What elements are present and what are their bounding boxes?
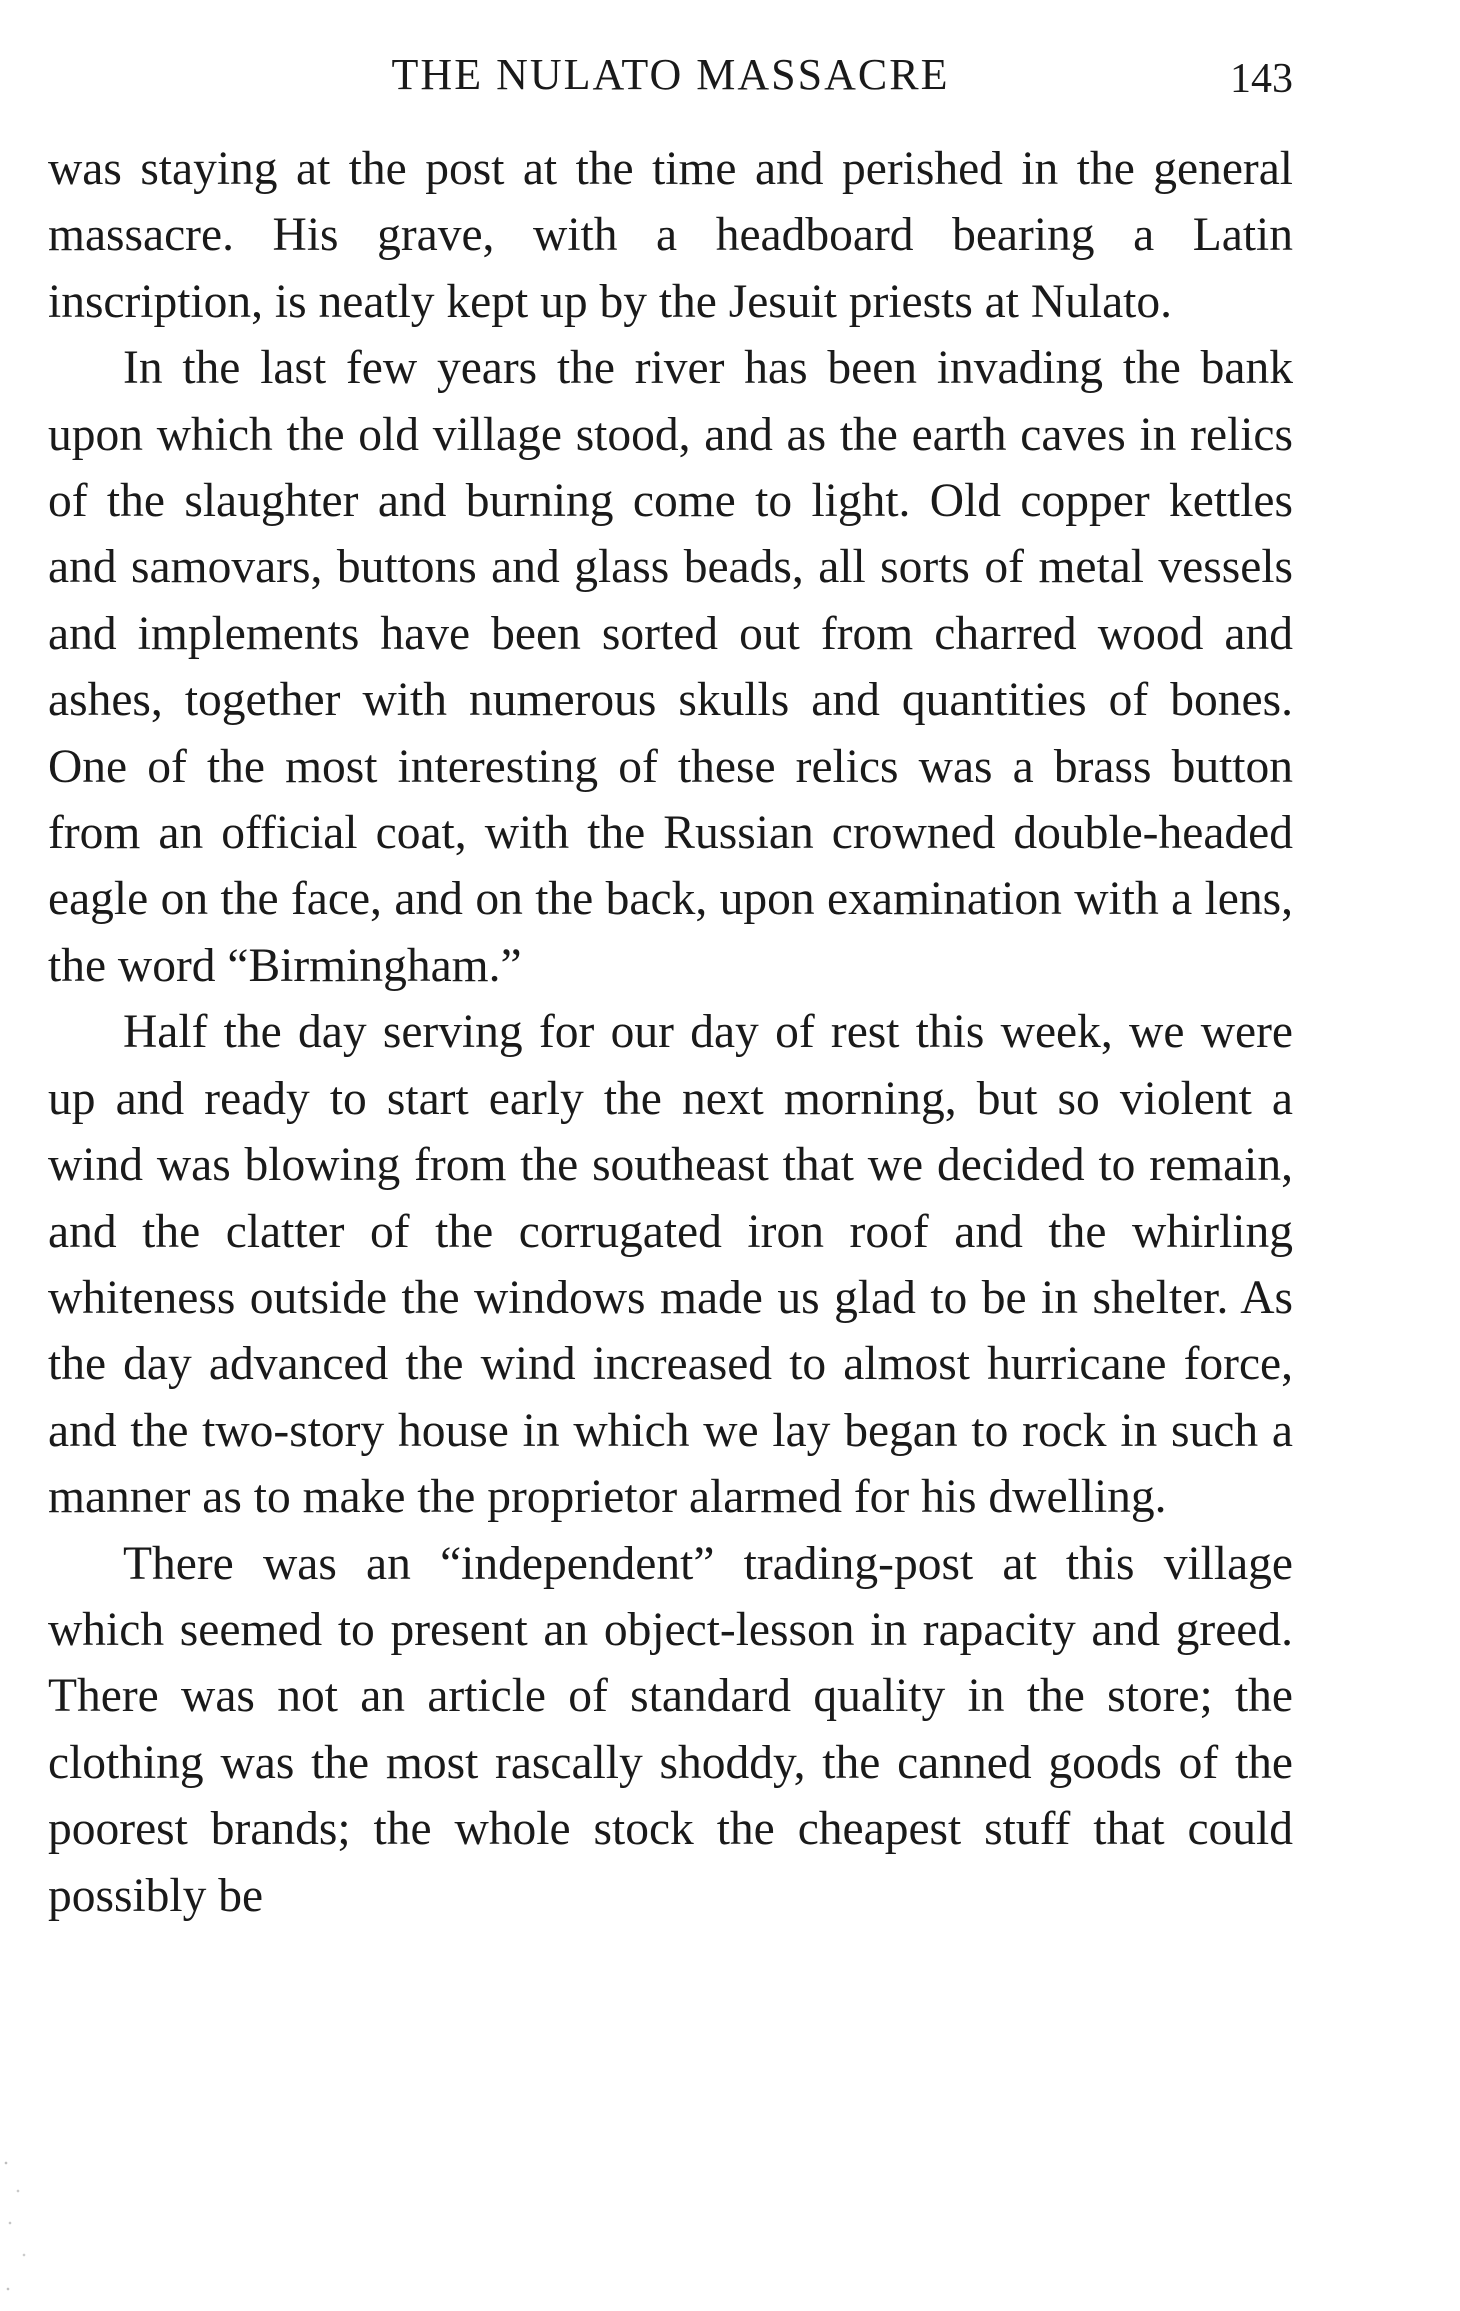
paragraph-relics: In the last few years the river has been invading the bank upon which the old village stood, and as the earth caves in relics of the slaughter and burning come to light. Old copper kettles and samovars, buttons and glass beads, all sorts of metal vessels and implements have been sorted out from charred wood and ashes, together with numerous skulls and quantities of bones. One of the most interesting of these relics was a brass button from an official coat, with the Russian crowned double-headed eagle on the face, and on the back, upon examination with a lens, the word “Birmingham.”: [48, 342, 1293, 992]
chapter-title: THE NULATO MASSACRE: [391, 50, 950, 99]
scan-speckle: [0, 2151, 40, 2311]
paragraph-continued: was staying at the post at the time and perished in the general massacre. His grave, with a headboard bearing a Latin inscription, is neatly kept up by the Jesuit priests at Nulato.: [48, 143, 1293, 328]
paragraph-trading-post: There was an “independent” trading-post at this village which seemed to present an object-lesson in rapacity and greed. There was not an article of standard quality in the store; the clothing was the most rascally shoddy, the canned goods of the poorest brands; the whole stock the cheapest stuff that could possibly be: [48, 1537, 1293, 1922]
running-head: [48, 40, 1293, 110]
page-number: 143: [1230, 56, 1293, 102]
paragraph-windstorm: Half the day serving for our day of rest this week, we were up and ready to start early the next morning, but so violent a wind was blowing from the southeast that we decided to remain, and the clatter of the corrugated iron roof and the whirling whiteness outside the windows made us glad to be in shelter. As the day advanced the wind increased to almost hurricane force, and the two-story house in which we lay began to rock in such a manner as to make the proprietor alarmed for his dwelling.: [48, 1006, 1293, 1524]
body-text: [48, 136, 1293, 1929]
